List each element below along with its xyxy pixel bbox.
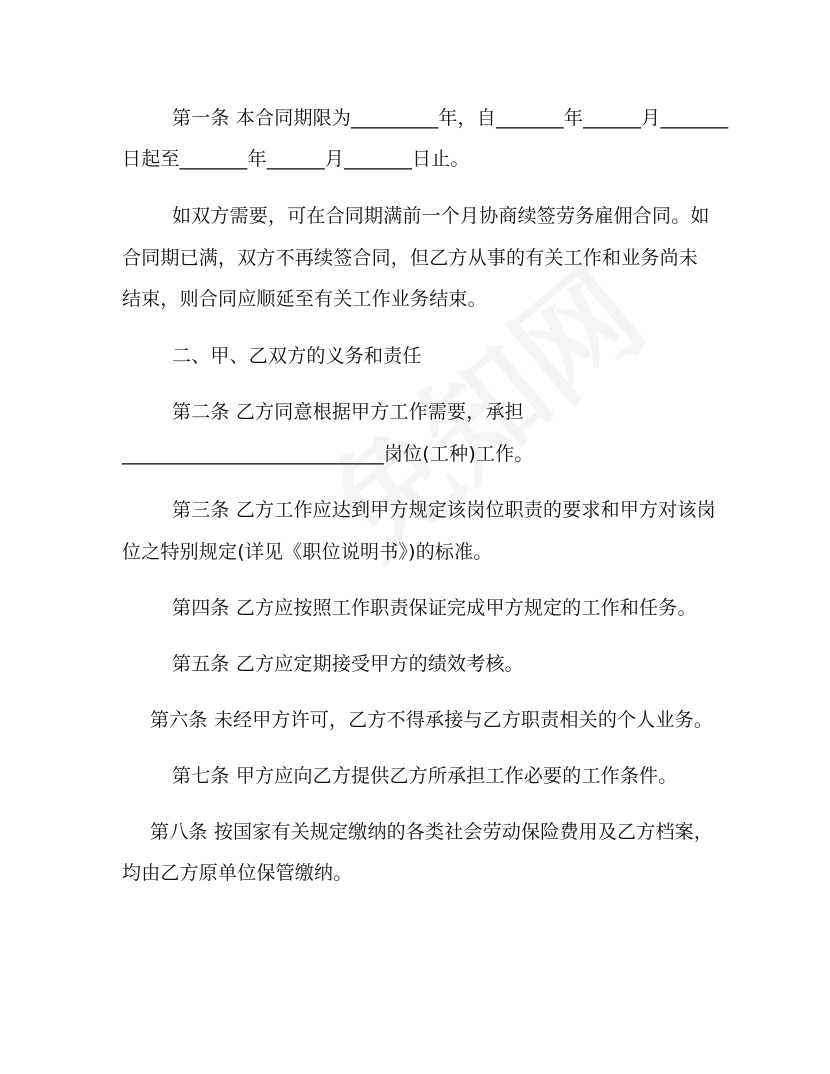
article-1-line-1: 第一条 本合同期限为_________年，自_______年______月_______	[172, 107, 729, 129]
article-2-line-2: ___________________________岗位(工种)工作。	[122, 443, 534, 465]
renewal-line-2: 合同期已满，双方不再续签合同，但乙方从事的有关工作和业务尚未	[122, 247, 699, 269]
article-8-line-1: 第八条 按国家有关规定缴纳的各类社会劳动保险费用及乙方档案，	[150, 821, 714, 843]
article-6: 第六条 未经甲方许可，乙方不得承接与乙方职责相关的个人业务。	[150, 709, 714, 731]
article-5: 第五条 乙方应定期接受甲方的绩效考核。	[172, 653, 524, 675]
section-2-heading: 二、甲、乙双方的义务和责任	[172, 345, 422, 367]
article-3-line-2: 位之特别规定(详见《职位说明书》)的标准。	[122, 541, 493, 563]
article-3-line-1: 第三条 乙方工作应达到甲方规定该岗位职责的要求和甲方对该岗	[172, 499, 716, 521]
article-8-line-2: 均由乙方原单位保管缴纳。	[122, 862, 353, 884]
renewal-line-3: 结束，则合同应顺延至有关工作业务结束。	[122, 288, 487, 310]
article-2-line-1: 第二条 乙方同意根据甲方工作需要，承担	[172, 401, 524, 423]
article-1-line-2: 日起至_______年______月_______日止。	[122, 148, 470, 170]
article-7: 第七条 甲方应向乙方提供乙方所承担工作必要的工作条件。	[172, 765, 678, 787]
article-4: 第四条 乙方应按照工作职责保证完成甲方规定的工作和任务。	[172, 597, 697, 619]
renewal-line-1: 如双方需要，可在合同期满前一个月协商续签劳务雇佣合同。如	[172, 205, 710, 227]
